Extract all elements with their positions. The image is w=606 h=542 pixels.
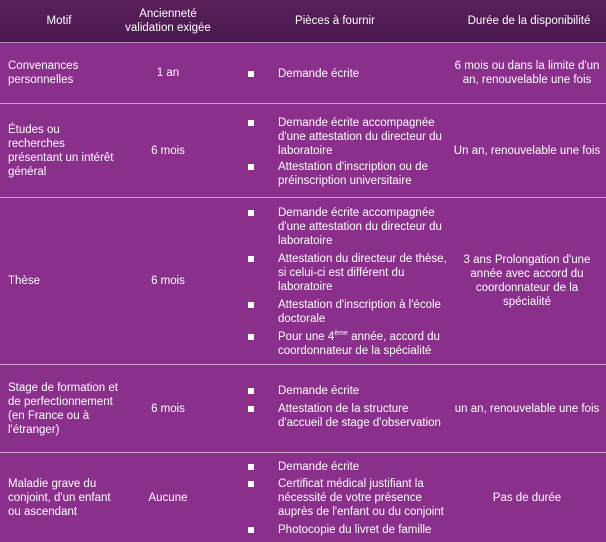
piece-text: Pour une 4ème année, accord du coordonnateur de la spécialité	[278, 330, 440, 357]
header-motif: Motif	[46, 15, 72, 27]
piece-text: Attestation de la structure d'accueil de stage d'observation	[278, 403, 441, 429]
piece-text: Demande écrite	[278, 385, 360, 397]
piece-text: Certificat médical justifiant la nécessité de votre présence auprès de l'enfant ou du conjoint	[278, 478, 444, 518]
table-row	[0, 453, 606, 542]
bullet-icon	[248, 302, 254, 308]
piece-text: Attestation d'inscription ou de préinscription universitaire	[278, 161, 428, 187]
row-anciennete: 6 mois	[151, 402, 185, 415]
row-duree: Un an, renouvelable une fois	[453, 144, 601, 157]
table-row	[0, 198, 606, 365]
header-duree: Durée de la disponibilité	[467, 15, 591, 27]
piece-text: Demande écrite	[278, 461, 360, 473]
table-row	[0, 43, 606, 104]
row-motif: Convenances personnelles	[8, 60, 79, 86]
piece-text: Photocopie du livret de famille	[278, 524, 432, 536]
bullet-icon	[248, 164, 254, 170]
piece-text: Attestation d'inscription à l'école doctorale	[278, 299, 441, 325]
row-anciennete: 1 an	[156, 67, 180, 79]
piece-text: Demande écrite accompagnée d'une attestation du directeur du laboratoire	[278, 117, 442, 157]
piece-text: Demande écrite accompagnée d'une attestation du directeur du laboratoire	[278, 207, 442, 247]
bullet-icon	[248, 120, 254, 126]
row-motif: Stage de formation et de perfectionnement (en France ou à l'étranger)	[8, 381, 118, 436]
bullet-icon	[248, 334, 254, 340]
bullet-icon	[248, 210, 254, 216]
row-motif: Études ou recherches présentant un intérêt général	[8, 123, 114, 178]
bullet-icon	[248, 464, 254, 470]
table-header	[0, 0, 606, 43]
row-anciennete: 6 mois	[151, 275, 185, 287]
bullet-icon	[248, 527, 254, 533]
bullet-icon	[248, 256, 254, 262]
row-anciennete: 6 mois	[151, 144, 185, 157]
header-anciennete: Ancienneté validation exigée	[125, 8, 211, 34]
bullet-icon	[248, 481, 254, 487]
bullet-icon	[248, 406, 254, 412]
row-motif: Maladie grave du conjoint, d'un enfant ou ascendant	[8, 477, 111, 518]
table-row	[0, 104, 606, 198]
row-duree: un an, renouvelable une fois	[454, 402, 600, 415]
row-anciennete: Aucune	[148, 491, 188, 504]
header-pieces: Pièces à fournir	[295, 15, 375, 27]
piece-text: Attestation du directeur de thèse, si celui-ci est différent du laboratoire	[278, 253, 447, 293]
row-motif: Thèse	[8, 275, 40, 287]
bullet-icon	[248, 388, 254, 394]
row-duree: 6 mois ou dans la limite d'un an, renouvelable une fois	[454, 60, 600, 86]
piece-text: Demande écrite	[278, 68, 360, 80]
bullet-icon	[248, 71, 254, 77]
row-duree: 3 ans Prolongation d'une année avec accord du coordonnateur de la spécialité	[463, 254, 591, 308]
row-duree: Pas de durée	[492, 491, 562, 504]
table-row	[0, 365, 606, 453]
